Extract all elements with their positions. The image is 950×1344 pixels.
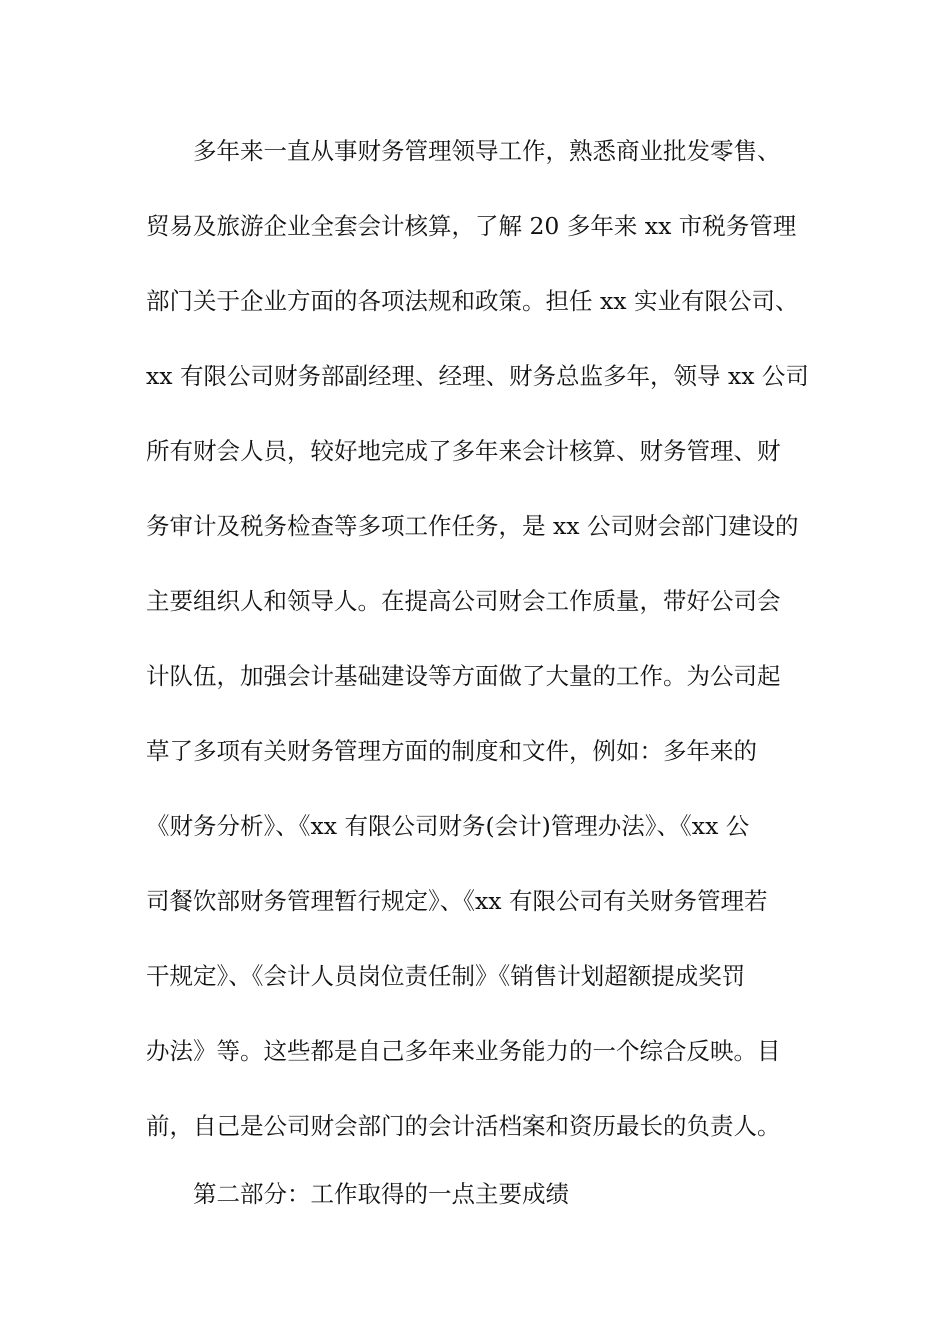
paragraph-line-4: xx 有限公司财务部副经理、经理、财务总监多年，领导 xx 公司: [146, 362, 809, 390]
paragraph-line-13: 办法》等。这些都是自己多年来业务能力的一个综合反映。目: [146, 1037, 781, 1065]
section-heading: 第二部分：工作取得的一点主要成绩: [193, 1180, 569, 1208]
paragraph-line-3: 部门关于企业方面的各项法规和政策。担任 xx 实业有限公司、: [146, 287, 799, 315]
paragraph-line-7: 主要组织人和领导人。在提高公司财会工作质量，带好公司会: [146, 587, 781, 615]
paragraph-line-14: 前，自己是公司财会部门的会计活档案和资历最长的负责人。: [146, 1112, 781, 1140]
paragraph-line-6: 务审计及税务检查等多项工作任务，是 xx 公司财会部门建设的: [146, 512, 799, 540]
paragraph-line-1: 多年来一直从事财务管理领导工作，熟悉商业批发零售、: [193, 137, 781, 165]
paragraph-line-9: 草了多项有关财务管理方面的制度和文件，例如：多年来的: [146, 737, 757, 765]
paragraph-line-10: 《财务分析》、《xx 有限公司财务(会计)管理办法》、《xx 公: [146, 812, 750, 840]
paragraph-line-2: 贸易及旅游企业全套会计核算，了解 20 多年来 xx 市税务管理: [146, 212, 797, 240]
paragraph-line-11: 司餐饮部财务管理暂行规定》、《xx 有限公司有关财务管理若: [146, 887, 768, 915]
paragraph-line-5: 所有财会人员，较好地完成了多年来会计核算、财务管理、财: [146, 437, 781, 465]
paragraph-line-12: 干规定》、《会计人员岗位责任制》《销售计划超额提成奖罚: [146, 962, 746, 990]
paragraph-line-8: 计队伍，加强会计基础建设等方面做了大量的工作。为公司起: [146, 662, 781, 690]
